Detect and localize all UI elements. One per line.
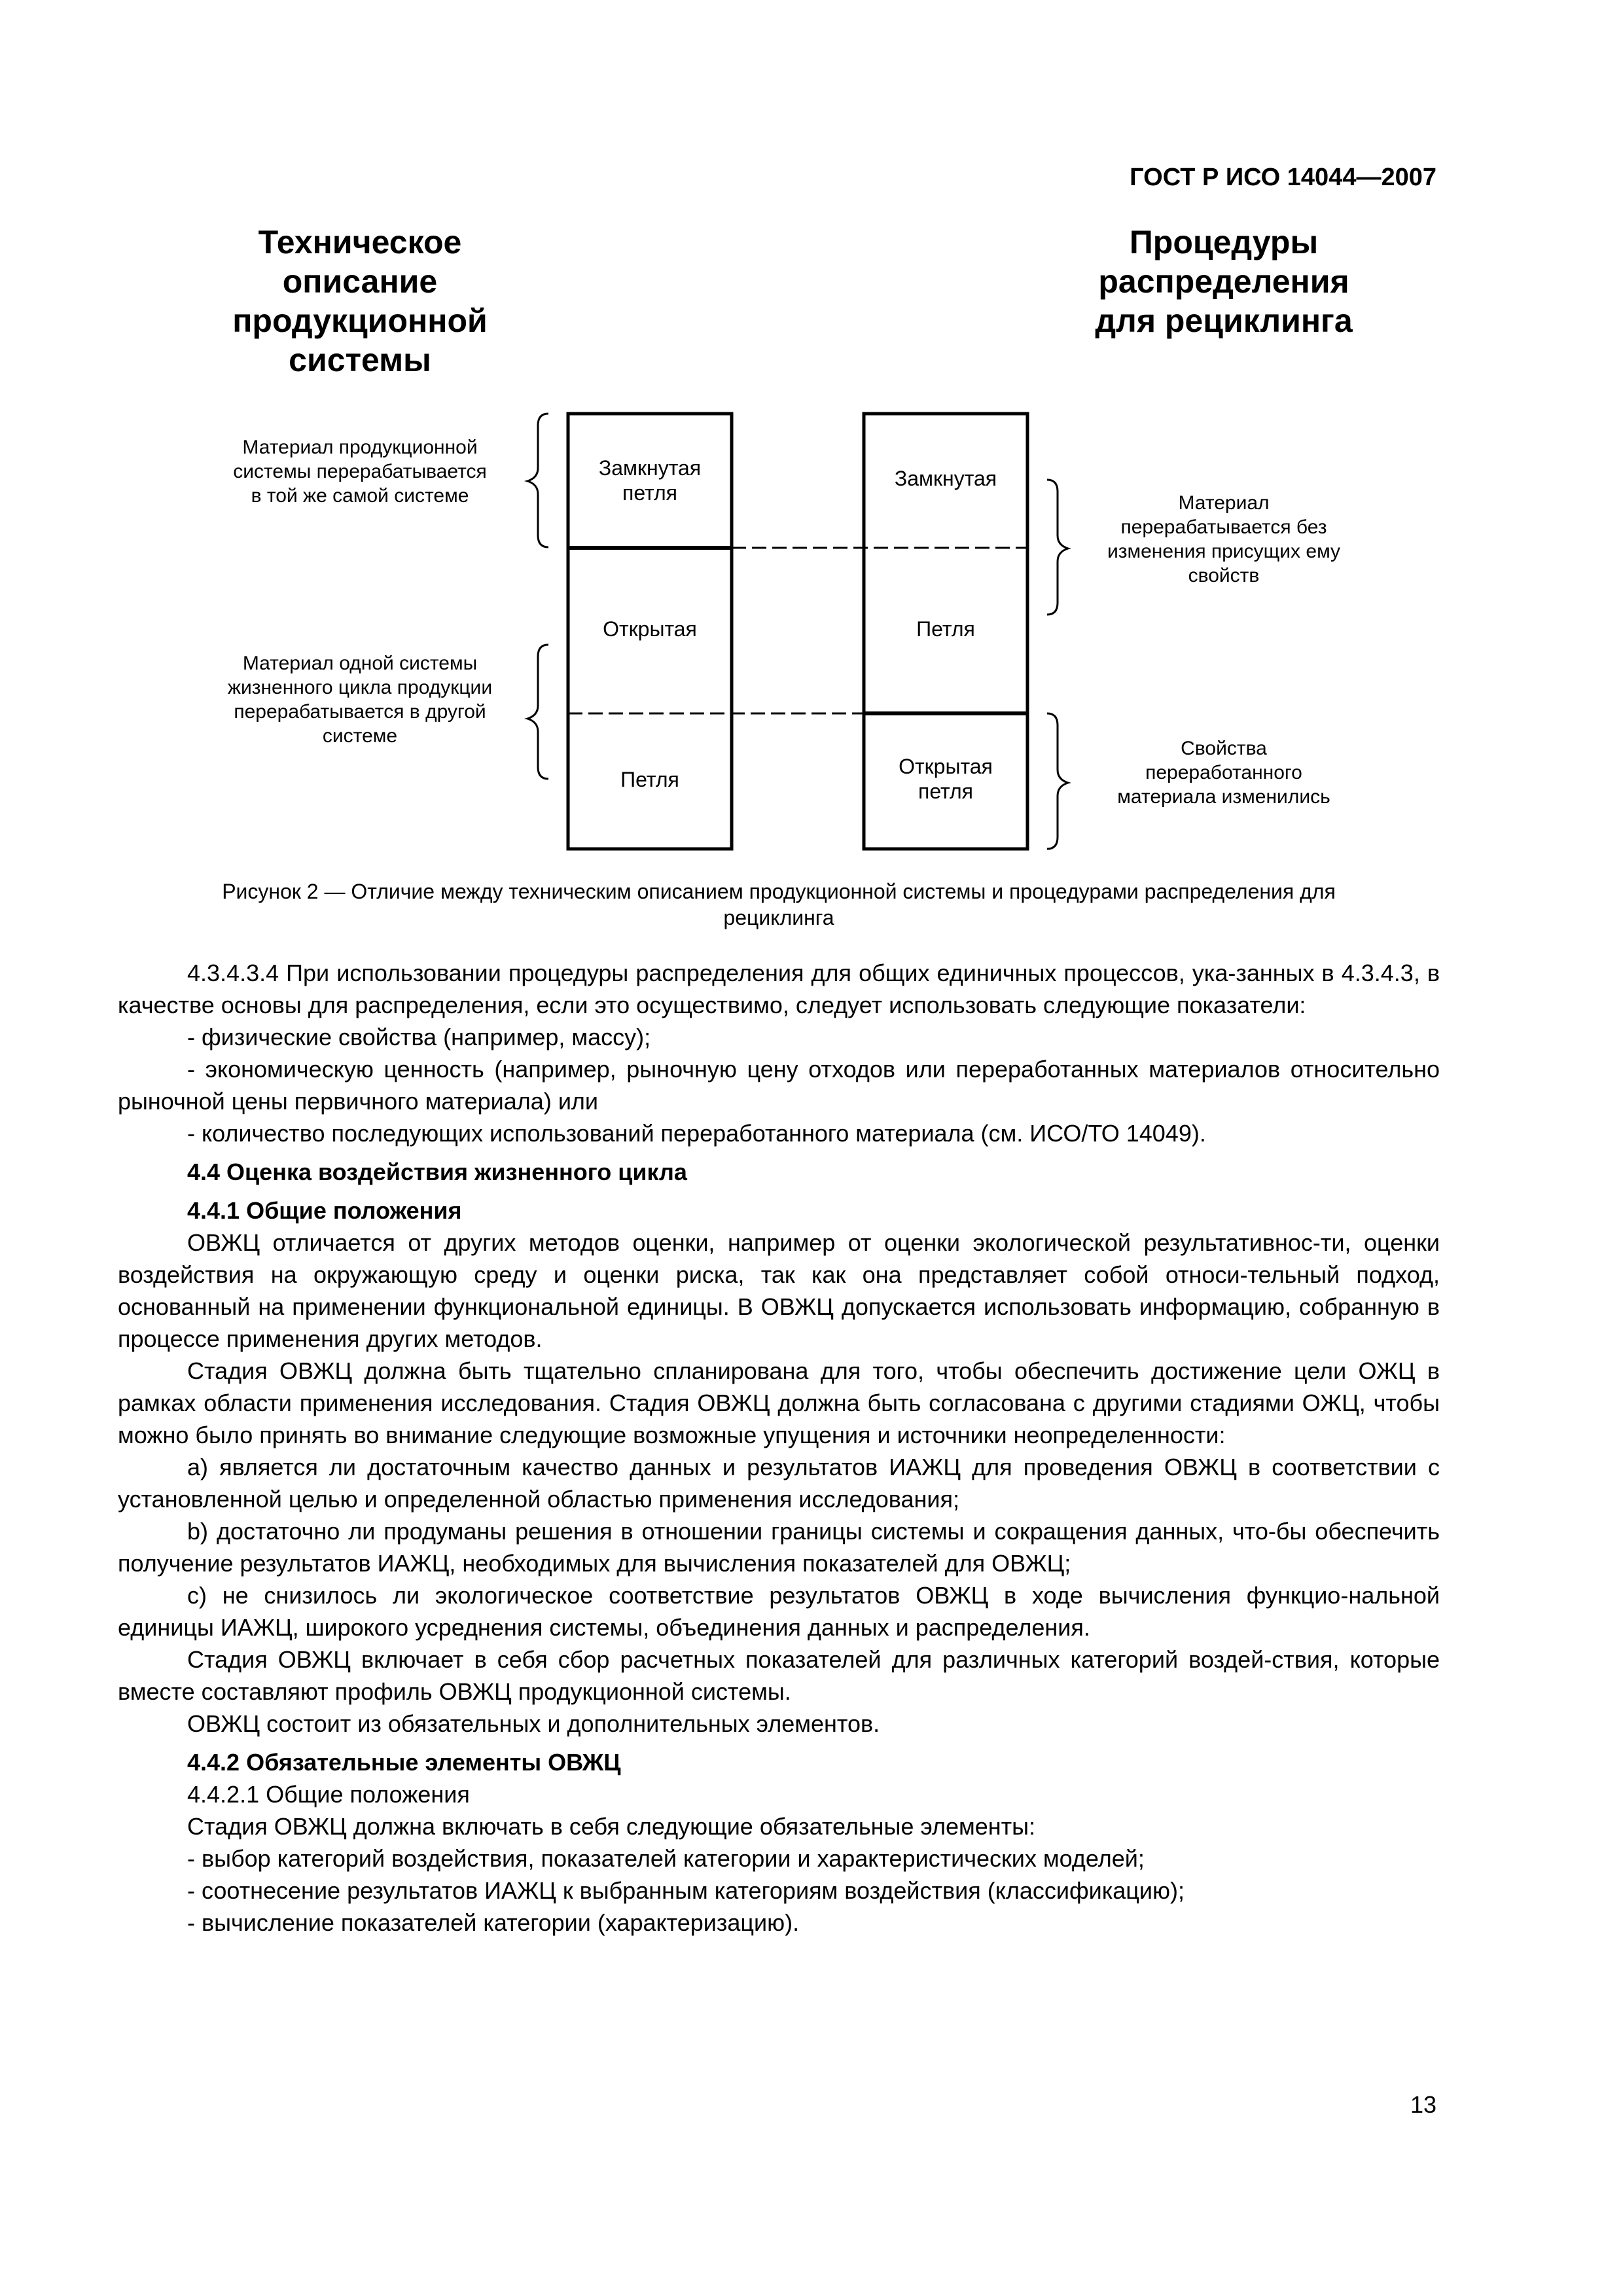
note-line: Материал одной системы [242,653,478,674]
title-line: описание [282,263,438,300]
right-cell-loop: Петля [916,617,975,641]
left-note-same-system [190,435,530,508]
note-line: перерабатывается в другой [234,701,486,723]
cell-line: петля [622,481,677,505]
list-item: b) достаточно ли продуманы решения в отношении границы системы и сокращения данных, что-бы обеспечить получение результатов ИАЖЦ, необходимых для вычисления показателей для ОВЖЦ; [118,1518,1440,1577]
paragraph: ОВЖЦ состоит из обязательных и дополнительных элементов. [187,1710,880,1737]
left-brace-1 [527,414,548,547]
paragraph: Стадия ОВЖЦ включает в себя сбор расчетных показателей для различных категорий воздей-ствия, которые вместе составляют профиль ОВЖЦ продукционной системы. [118,1646,1440,1705]
note-line: свойств [1188,565,1260,586]
left-brace-2 [527,645,548,779]
note-line: системы перерабатывается [233,461,487,482]
title-line: Процедуры [1129,224,1319,260]
cell-line: Открытая [899,755,993,778]
section-heading: 4.4 Оценка воздействия жизненного цикла [187,1158,687,1185]
title-line: продукционной [232,302,488,339]
paragraph: 4.3.4.3.4 При использовании процедуры распределения для общих единичных процессов, ука-занных в 4.3.4.3, в качестве основы для распределения, если это осуществимо, следует использовать следующие показатели: [118,960,1440,1018]
section-heading: 4.4.2 Обязательные элементы ОВЖЦ [187,1749,621,1776]
note-line: Материал продукционной [242,437,478,458]
figure-caption [118,878,1440,931]
right-cell-open-loop [864,754,1027,804]
left-cell-loop: Петля [620,768,679,791]
section-heading: 4.4.1 Общие положения [187,1197,462,1224]
right-cell-closed: Замкнутая [894,467,997,490]
left-note-other-system [190,651,530,748]
note-line: изменения присущих ему [1107,541,1341,562]
left-cell-closed-loop [568,456,732,505]
list-item: - выбор категорий воздействия, показателей категории и характеристических моделей; [187,1845,1145,1872]
title-line: для рециклинга [1095,302,1353,339]
cell-line: петля [918,780,973,803]
list-item: а) является ли достаточным качество данных и результатов ИАЖЦ для проведения ОВЖЦ в соответствии с установленной целью и определенной областью применения исследования; [118,1454,1440,1513]
list-item: - вычисление показателей категории (характеризацию). [187,1909,800,1936]
note-line: переработанного [1145,762,1302,783]
note-line: системе [322,725,398,747]
paragraph: ОВЖЦ отличается от других методов оценки, например от оценки экологической результативнос-ти, оценки воздействия на окружающую среду и оценки риска, так как она представляет собой относи-тельный подход, основанный на применении функциональной единицы. В ОВЖЦ допускается использовать информацию, собранную в процессе применения других методов. [118,1229,1440,1352]
paragraph: Стадия ОВЖЦ должна быть тщательно спланирована для того, чтобы обеспечить достижение цели ОЖЦ в рамках области применения исследования. Стадия ОВЖЦ должна быть согласована с другими стадиями ОЖЦ, чтобы можно было принять во внимание следующие возможные упущения и источники неопределенности: [118,1357,1440,1448]
left-cell-open: Открытая [603,617,697,641]
body-text [118,957,1440,1939]
right-note-unchanged [1054,491,1394,588]
note-line: Материал [1178,492,1270,514]
title-line: Техническое [258,224,462,260]
note-line: материала изменились [1117,786,1330,808]
title-line: системы [289,342,431,378]
list-item: с) не снизилось ли экологическое соответствие результатов ОВЖЦ в ходе вычисления функцио-нальной единицы ИАЖЦ, широкого усреднения системы, объединения данных и распределения. [118,1582,1440,1641]
cell-line: Замкнутая [598,456,702,480]
note-line: Свойства [1181,738,1267,759]
list-item: - экономическую ценность (например, рыночную цену отходов или переработанных материалов относительно рыночной цены первичного материала) или [118,1056,1440,1115]
paragraph: Стадия ОВЖЦ должна включать в себя следующие обязательные элементы: [187,1813,1035,1840]
page-number: 13 [1410,2091,1436,2118]
title-line: распределения [1098,263,1349,300]
note-line: перерабатывается без [1120,516,1327,538]
caption-line: рециклинга [723,906,834,929]
note-line: жизненного цикла продукции [227,677,493,698]
caption-line: Рисунок 2 — Отличие между техническим описанием продукционной системы и процедурами распределения для [222,880,1336,903]
list-item: - физические свойства (например, массу); [187,1024,651,1050]
subsection-heading: 4.4.2.1 Общие положения [187,1781,470,1808]
right-note-changed [1054,736,1394,809]
list-item: - количество последующих использований переработанного материала (см. ИСО/ТО 14049). [187,1120,1206,1147]
note-line: в той же самой системе [251,485,469,507]
standard-header: ГОСТ Р ИСО 14044—2007 [1130,164,1436,191]
list-item: - соотнесение результатов ИАЖЦ к выбранным категориям воздействия (классификацию); [187,1877,1185,1904]
